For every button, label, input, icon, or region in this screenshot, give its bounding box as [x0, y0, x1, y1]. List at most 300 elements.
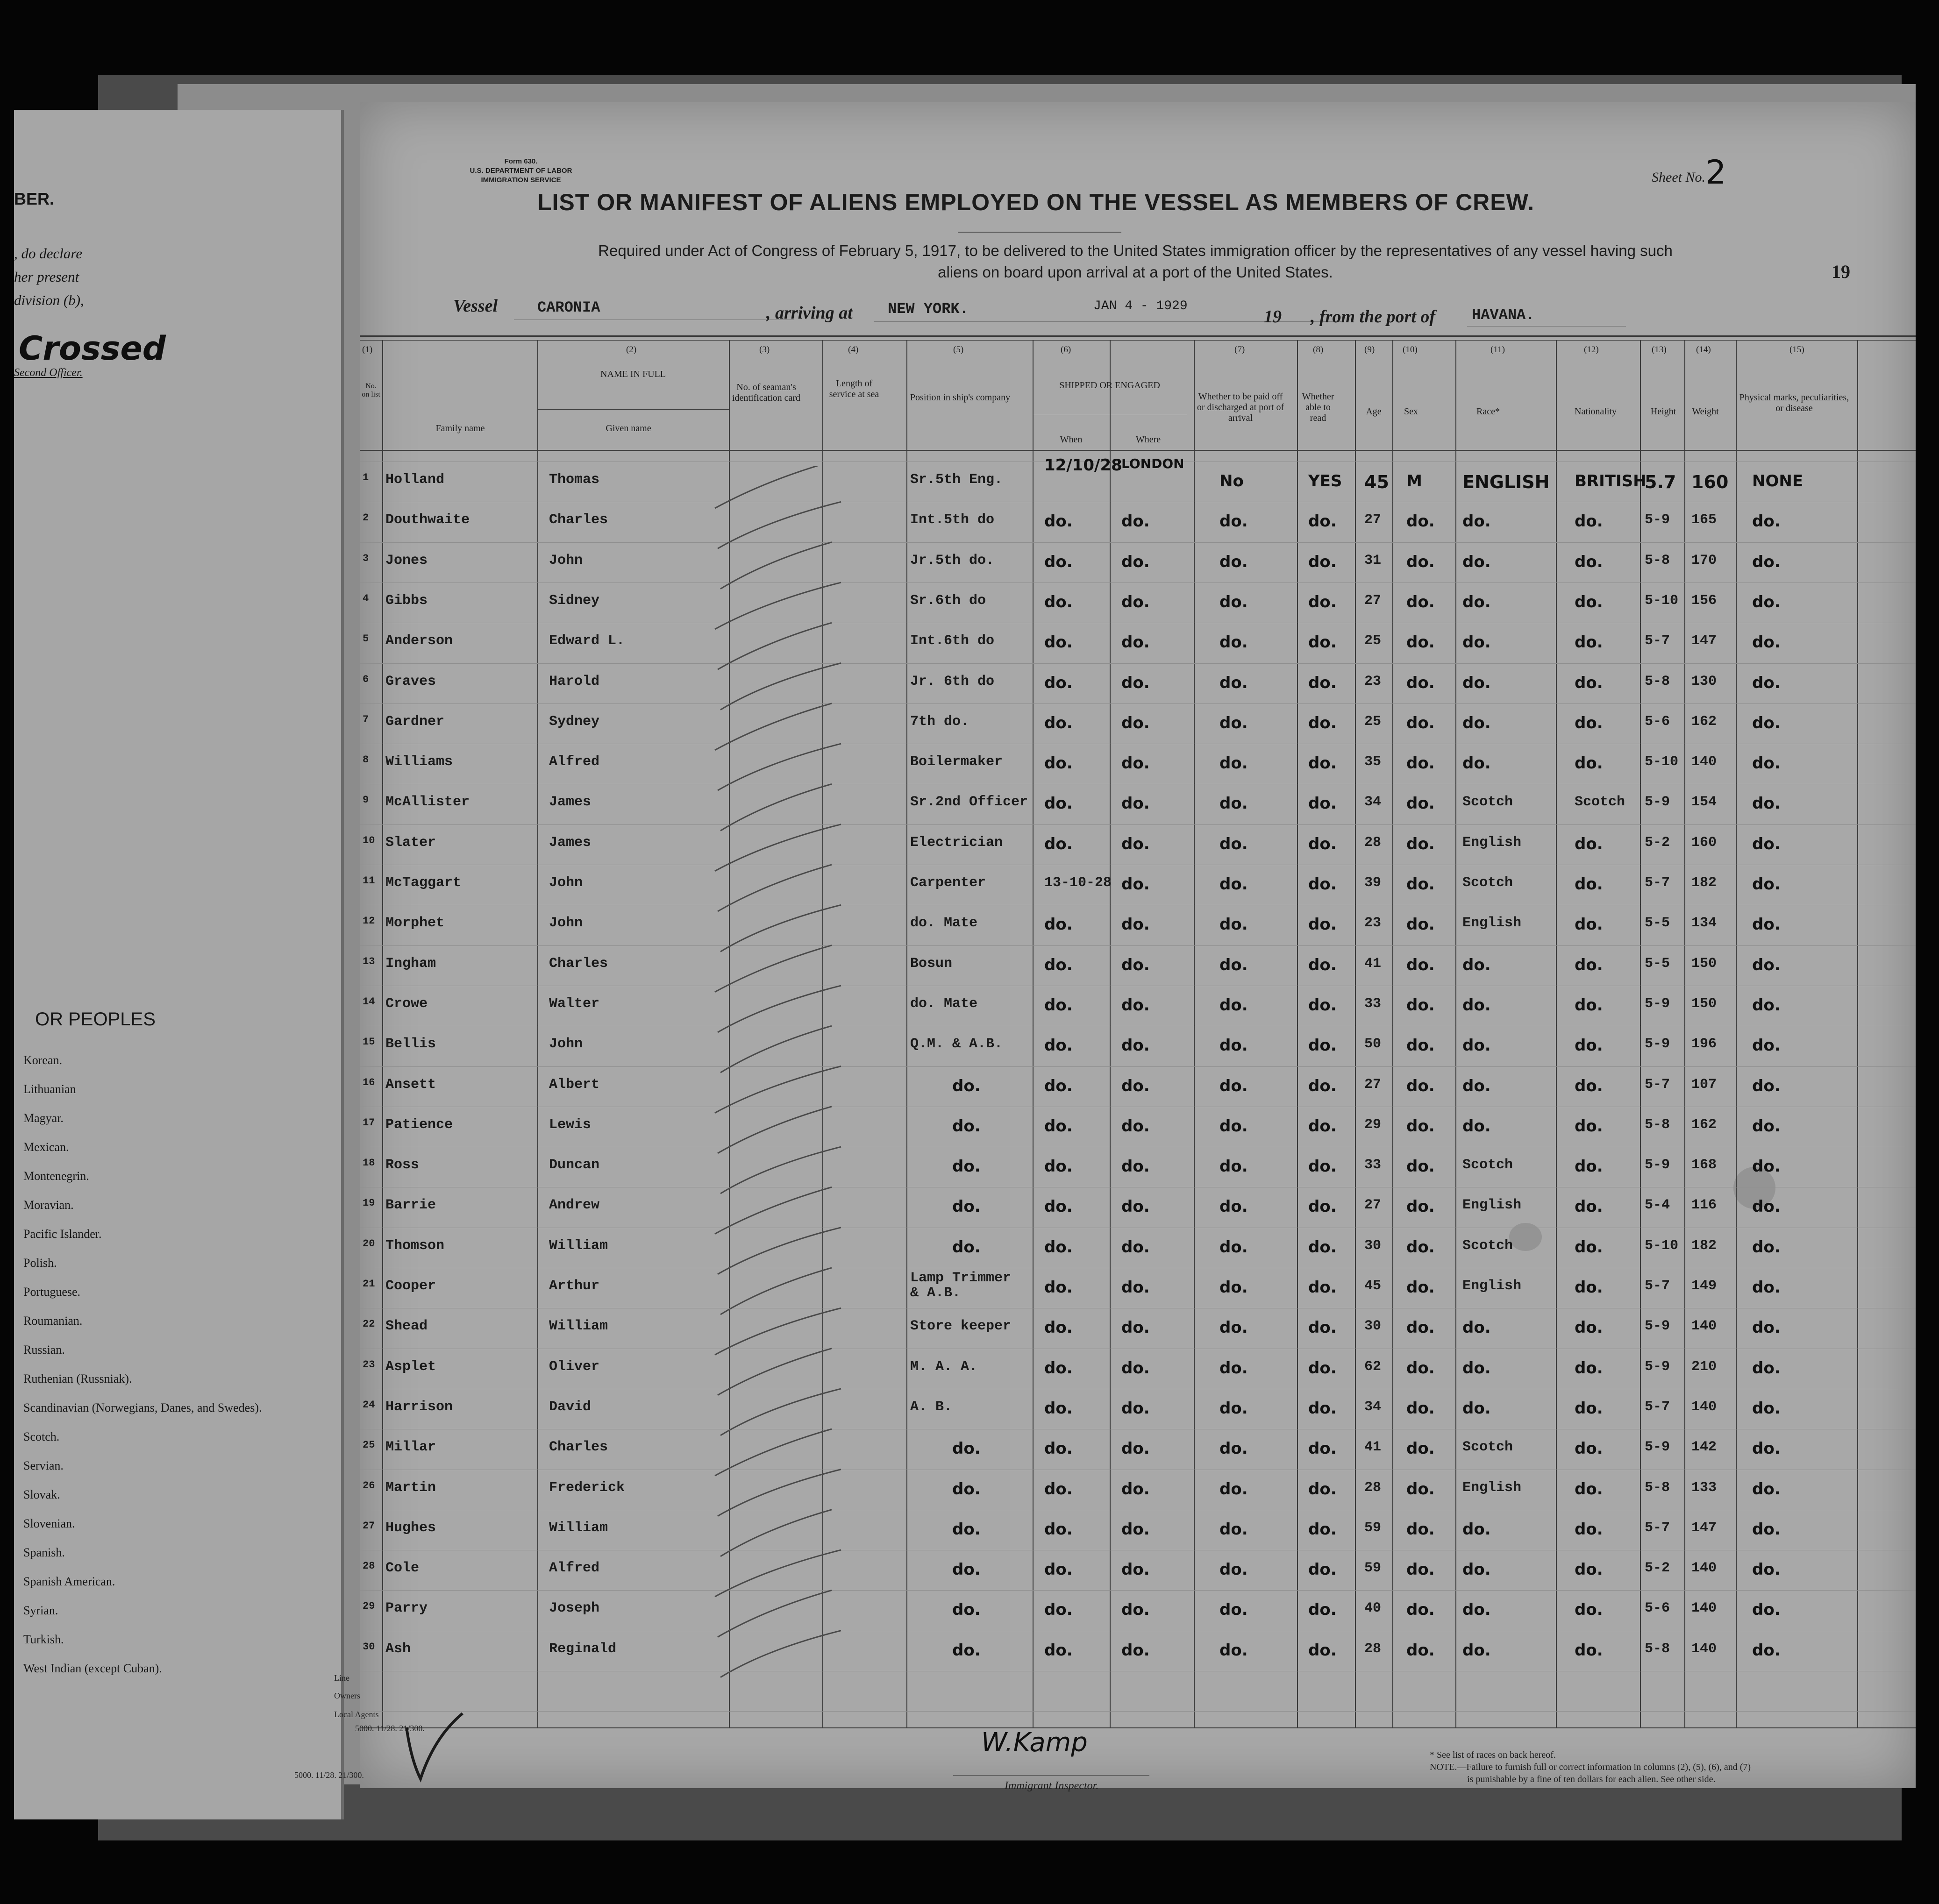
stub-line-label: Line — [334, 1673, 349, 1683]
cell-family: Gardner — [385, 714, 445, 730]
cell-given: Sydney — [549, 714, 600, 730]
cell-race: Scotch — [1462, 1238, 1513, 1254]
tick-mark — [718, 502, 841, 548]
cell-no: 9 — [363, 794, 369, 806]
cell-height: 5-8 — [1645, 1117, 1670, 1133]
cell-marks: do. — [1752, 1480, 1781, 1499]
row-rule — [360, 824, 1916, 825]
tick-mark — [720, 905, 841, 952]
cell-weight: 165 — [1691, 512, 1717, 528]
cell-age: 25 — [1364, 714, 1382, 730]
cell-paid-off: do. — [1219, 996, 1248, 1015]
cell-given: John — [549, 915, 583, 931]
cell-position: M. A. A. — [910, 1359, 978, 1375]
cell-race: do. — [1462, 1117, 1491, 1136]
cell-sex: do. — [1406, 1238, 1435, 1257]
column-number: (12) — [1584, 345, 1599, 355]
cell-weight: 140 — [1691, 1399, 1717, 1415]
cell-age: 29 — [1364, 1117, 1382, 1133]
cell-age: 45 — [1364, 1278, 1382, 1294]
cell-position: Bosun — [910, 956, 953, 972]
column-rule — [1355, 340, 1356, 1727]
cell-sex: do. — [1406, 996, 1435, 1015]
cell-sex: do. — [1406, 1117, 1435, 1136]
cell-nationality: do. — [1575, 593, 1603, 611]
cell-read: do. — [1308, 1157, 1337, 1176]
cell-age: 41 — [1364, 956, 1382, 972]
cell-height: 5-4 — [1645, 1197, 1670, 1213]
cell-given: John — [549, 1036, 583, 1052]
cell-paid-off: do. — [1219, 1439, 1248, 1458]
header-height: Height — [1650, 406, 1676, 417]
cell-weight: 116 — [1691, 1197, 1717, 1213]
cell-paid-off: do. — [1219, 1600, 1248, 1619]
cell-position: Electrician — [910, 835, 1003, 851]
tick-mark — [720, 542, 832, 589]
cell-paid-off: do. — [1219, 714, 1248, 732]
cell-position: Int.5th do — [910, 512, 995, 528]
title-rule — [958, 232, 1121, 233]
cell-when: do. — [1044, 1641, 1073, 1660]
cell-weight: 210 — [1691, 1359, 1717, 1375]
header-no-on-list: No. on list — [362, 382, 380, 398]
cell-marks: do. — [1752, 1520, 1781, 1539]
header-length-service: Length of service at sea — [829, 378, 879, 399]
peoples-list-item: Slovak. — [23, 1488, 60, 1501]
cell-no: 30 — [363, 1641, 375, 1653]
cell-nationality: do. — [1575, 633, 1603, 652]
cell-no: 15 — [363, 1036, 375, 1048]
cell-no: 20 — [363, 1238, 375, 1250]
cell-family: Ash — [385, 1641, 411, 1657]
cell-race: do. — [1462, 956, 1491, 974]
cell-marks: do. — [1752, 1157, 1781, 1176]
cell-position: Jr. 6th do — [910, 674, 995, 689]
cell-nationality: do. — [1575, 1318, 1603, 1337]
cell-paid-off: do. — [1219, 875, 1248, 894]
cell-height: 5-5 — [1645, 956, 1670, 972]
cell-paid-off: do. — [1219, 1359, 1248, 1378]
cell-sex: do. — [1406, 1036, 1435, 1055]
cell-marks: do. — [1752, 1560, 1781, 1579]
cell-paid-off: do. — [1219, 593, 1248, 611]
cell-age: 25 — [1364, 633, 1382, 649]
cell-height: 5.7 — [1645, 472, 1676, 492]
cell-height: 5-7 — [1645, 875, 1670, 891]
tick-mark — [715, 466, 832, 508]
left-header-fragment: her present — [14, 269, 79, 285]
cell-no: 29 — [363, 1600, 375, 1612]
cell-position: do. — [952, 1439, 981, 1458]
cell-height: 5-7 — [1645, 1520, 1670, 1536]
tick-mark — [718, 865, 832, 911]
cell-sex: do. — [1406, 794, 1435, 813]
header-shipped: SHIPPED OR ENGAGED — [1059, 380, 1160, 391]
cell-family: Ingham — [385, 956, 436, 972]
cell-weight: 140 — [1691, 1641, 1717, 1657]
cell-height: 5-9 — [1645, 1036, 1670, 1052]
cell-read: do. — [1308, 553, 1337, 571]
cell-height: 5-9 — [1645, 996, 1670, 1012]
cell-no: 12 — [363, 915, 375, 927]
cell-paid-off: do. — [1219, 1036, 1248, 1055]
cell-given: John — [549, 553, 583, 568]
cell-when: do. — [1044, 1238, 1073, 1257]
department-name: U.S. DEPARTMENT OF LABOR — [470, 167, 572, 175]
cell-paid-off: do. — [1219, 512, 1248, 531]
cell-no: 16 — [363, 1077, 375, 1088]
cell-age: 33 — [1364, 996, 1382, 1012]
peoples-list-item: Mexican. — [23, 1140, 69, 1154]
cell-nationality: do. — [1575, 1520, 1603, 1539]
column-number: (2) — [626, 345, 637, 355]
peoples-list-item: Pacific Islander. — [23, 1227, 102, 1241]
cell-when: do. — [1044, 1600, 1073, 1619]
cell-sex: do. — [1406, 633, 1435, 652]
cell-read: do. — [1308, 1560, 1337, 1579]
cell-paid-off: do. — [1219, 1117, 1248, 1136]
cell-nationality: do. — [1575, 996, 1603, 1015]
header-weight: Weight — [1692, 406, 1719, 417]
cell-position: do. — [952, 1600, 981, 1619]
cell-nationality: do. — [1575, 714, 1603, 732]
cell-age: 45 — [1364, 472, 1389, 492]
cell-where: do. — [1121, 754, 1150, 773]
cell-paid-off: do. — [1219, 1641, 1248, 1660]
cell-position: do. — [952, 1641, 981, 1660]
cell-height: 5-9 — [1645, 1318, 1670, 1334]
tick-mark — [718, 1349, 832, 1395]
cell-paid-off: do. — [1219, 1238, 1248, 1257]
cell-marks: do. — [1752, 1117, 1781, 1136]
column-number: (14) — [1696, 345, 1711, 355]
cell-read: do. — [1308, 956, 1337, 974]
cell-no: 19 — [363, 1197, 375, 1209]
cell-nationality: do. — [1575, 835, 1603, 853]
tick-mark — [720, 1389, 841, 1435]
cell-where: do. — [1121, 1278, 1150, 1297]
cell-when: do. — [1044, 1359, 1073, 1378]
cell-read: do. — [1308, 794, 1337, 813]
cell-marks: do. — [1752, 835, 1781, 853]
cell-given: William — [549, 1238, 608, 1254]
peoples-list-item: Spanish American. — [23, 1575, 115, 1588]
cell-where: do. — [1121, 1439, 1150, 1458]
cell-where: do. — [1121, 996, 1150, 1015]
cell-marks: NONE — [1752, 472, 1804, 490]
cell-nationality: do. — [1575, 956, 1603, 974]
cell-nationality: do. — [1575, 915, 1603, 934]
cell-race: do. — [1462, 754, 1491, 773]
cell-marks: do. — [1752, 1318, 1781, 1337]
cell-paid-off: No — [1219, 472, 1244, 490]
cell-marks: do. — [1752, 915, 1781, 934]
cell-weight: 147 — [1691, 1520, 1717, 1536]
cell-where: do. — [1121, 1600, 1150, 1619]
cell-sex: do. — [1406, 714, 1435, 732]
cell-given: Frederick — [549, 1480, 625, 1496]
cell-read: do. — [1308, 835, 1337, 853]
year-label: 19 — [1264, 307, 1282, 327]
tick-mark — [715, 1187, 832, 1234]
cell-age: 30 — [1364, 1318, 1382, 1334]
cell-when: do. — [1044, 956, 1073, 974]
cell-where: do. — [1121, 1520, 1150, 1539]
cell-weight: 160 — [1691, 835, 1717, 851]
tick-mark — [715, 945, 832, 992]
header-when: When — [1060, 434, 1083, 445]
stub-print-code: 5000. 11/28. 21/300. — [355, 1724, 425, 1733]
cell-nationality: do. — [1575, 1480, 1603, 1499]
cell-sex: do. — [1406, 1600, 1435, 1619]
column-rule — [1857, 340, 1858, 1727]
cell-no: 23 — [363, 1359, 375, 1371]
cell-read: do. — [1308, 1197, 1337, 1216]
peoples-list-item: Scandinavian (Norwegians, Danes, and Swedes). — [23, 1401, 262, 1414]
tick-mark — [720, 784, 832, 831]
peoples-title: OR PEOPLES — [35, 1009, 156, 1030]
cell-position: 7th do. — [910, 714, 970, 730]
cell-given: Harold — [549, 674, 600, 689]
peoples-list-item: Slovenian. — [23, 1517, 75, 1530]
cell-paid-off: do. — [1219, 674, 1248, 692]
cell-position: do. — [952, 1238, 981, 1257]
cell-read: do. — [1308, 512, 1337, 531]
left-header-fragment: division (b), — [14, 292, 84, 308]
cell-marks: do. — [1752, 1399, 1781, 1418]
cell-when: do. — [1044, 915, 1073, 934]
cell-nationality: do. — [1575, 1600, 1603, 1619]
cell-given: Arthur — [549, 1278, 600, 1294]
cell-race: English — [1462, 835, 1522, 851]
cell-when: do. — [1044, 754, 1073, 773]
cell-family: McTaggart — [385, 875, 462, 891]
tick-mark — [718, 744, 841, 790]
cell-height: 5-7 — [1645, 1278, 1670, 1294]
cell-paid-off: do. — [1219, 553, 1248, 571]
cell-no: 4 — [363, 593, 369, 604]
row-rule — [360, 1711, 1916, 1712]
tick-mark — [718, 986, 841, 1032]
cell-age: 39 — [1364, 875, 1382, 891]
cell-race: English — [1462, 1197, 1522, 1213]
peoples-list-item: Servian. — [23, 1459, 64, 1472]
cell-family: Shead — [385, 1318, 428, 1334]
cell-given: James — [549, 794, 592, 810]
cell-weight: 160 — [1691, 472, 1729, 492]
cell-height: 5-9 — [1645, 1439, 1670, 1455]
table-top-rule — [360, 340, 1916, 341]
cell-when: do. — [1044, 1036, 1073, 1055]
cell-given: Charles — [549, 1439, 608, 1455]
cell-nationality: do. — [1575, 875, 1603, 894]
subtitle-line: Required under Act of Congress of February 5, 1917, to be delivered to the United States immigration officer by the representatives of any vessel having such — [598, 242, 1673, 259]
header-bottom-rule — [360, 450, 1916, 451]
sheet-label: Sheet No. — [1652, 170, 1705, 185]
header-seaman-id: No. of seaman's identification card — [732, 382, 801, 403]
cell-family: Williams — [385, 754, 453, 770]
tick-mark — [715, 703, 832, 750]
cell-family: Bellis — [385, 1036, 436, 1052]
cell-race: do. — [1462, 633, 1491, 652]
stub-agents-label: Local Agents — [334, 1710, 379, 1719]
cell-no: 14 — [363, 996, 375, 1008]
column-rule — [1684, 340, 1685, 1727]
cell-no: 13 — [363, 956, 375, 967]
cell-age: 23 — [1364, 915, 1382, 931]
cell-family: Hughes — [385, 1520, 436, 1536]
cell-paid-off: do. — [1219, 1278, 1248, 1297]
cell-nationality: do. — [1575, 512, 1603, 531]
cell-age: 59 — [1364, 1560, 1382, 1576]
cell-weight: 182 — [1691, 875, 1717, 891]
cell-nationality: do. — [1575, 1399, 1603, 1418]
cell-race: do. — [1462, 996, 1491, 1015]
cell-where: do. — [1121, 1036, 1150, 1055]
cell-given: Charles — [549, 956, 608, 972]
cell-when: do. — [1044, 1278, 1073, 1297]
cell-weight: 150 — [1691, 956, 1717, 972]
tick-mark — [720, 1026, 832, 1073]
cell-family: Gibbs — [385, 593, 428, 609]
cell-sex: do. — [1406, 1197, 1435, 1216]
cell-where: do. — [1121, 1641, 1150, 1660]
cell-given: Charles — [549, 512, 608, 528]
header-where: Where — [1135, 434, 1161, 445]
cell-height: 5-6 — [1645, 714, 1670, 730]
cell-nationality: BRITISH — [1575, 472, 1647, 490]
vessel-label: Vessel — [453, 296, 498, 316]
row-rule — [360, 1066, 1916, 1067]
arriving-label: , arriving at — [766, 303, 853, 323]
cell-weight: 154 — [1691, 794, 1717, 810]
cell-where: do. — [1121, 1117, 1150, 1136]
peoples-list-item: Syrian. — [23, 1604, 58, 1617]
cell-read: do. — [1308, 1439, 1337, 1458]
table-bottom-rule — [360, 1727, 1916, 1728]
header-age: Age — [1366, 406, 1382, 417]
cell-no: 7 — [363, 714, 369, 725]
manifest-title: LIST OR MANIFEST OF ALIENS EMPLOYED ON THE VESSEL AS MEMBERS OF CREW. — [537, 189, 1534, 215]
tick-mark — [718, 1590, 832, 1637]
column-rule — [1556, 340, 1557, 1727]
header-paid-off: Whether to be paid off or discharged at port of arrival — [1197, 391, 1284, 423]
cell-sex: do. — [1406, 1520, 1435, 1539]
cell-when: do. — [1044, 794, 1073, 813]
cell-weight: 150 — [1691, 996, 1717, 1012]
cell-race: do. — [1462, 593, 1491, 611]
cell-height: 5-7 — [1645, 1077, 1670, 1093]
left-header-fragment: BER. — [14, 189, 55, 208]
inspector-signature-line — [953, 1775, 1149, 1776]
cell-sex: do. — [1406, 512, 1435, 531]
cell-no: 25 — [363, 1439, 375, 1451]
cell-read: do. — [1308, 996, 1337, 1015]
cell-weight: 134 — [1691, 915, 1717, 931]
arrival-date: JAN 4 - 1929 — [1093, 299, 1188, 313]
cell-nationality: do. — [1575, 1641, 1603, 1660]
cell-family: Jones — [385, 553, 428, 568]
cell-no: 28 — [363, 1560, 375, 1572]
cell-age: 34 — [1364, 794, 1382, 810]
cell-read: do. — [1308, 1036, 1337, 1055]
cell-when: do. — [1044, 1117, 1073, 1136]
cell-given: Alfred — [549, 1560, 600, 1576]
manifest-page — [360, 102, 1916, 1792]
cell-position: do. — [952, 1157, 981, 1176]
cell-marks: do. — [1752, 512, 1781, 531]
cell-family: Ross — [385, 1157, 420, 1173]
cell-age: 41 — [1364, 1439, 1382, 1455]
tick-mark — [720, 1147, 841, 1194]
cell-nationality: do. — [1575, 1117, 1603, 1136]
footnote-note: NOTE.—Failure to furnish full or correct information in columns (2), (5), (6), and (7) — [1430, 1762, 1751, 1772]
cell-given: Oliver — [549, 1359, 600, 1375]
cell-nationality: do. — [1575, 553, 1603, 571]
cell-paid-off: do. — [1219, 956, 1248, 974]
cell-position: A. B. — [910, 1399, 953, 1415]
cell-age: 30 — [1364, 1238, 1382, 1254]
column-rule — [1455, 340, 1456, 1727]
cell-family: Douthwaite — [385, 512, 470, 528]
cell-no: 5 — [363, 633, 369, 645]
cell-paid-off: do. — [1219, 1197, 1248, 1216]
cell-where: do. — [1121, 633, 1150, 652]
cell-race: English — [1462, 915, 1522, 931]
cell-family: Asplet — [385, 1359, 436, 1375]
cell-height: 5-10 — [1645, 593, 1679, 609]
cell-marks: do. — [1752, 875, 1781, 894]
cell-read: do. — [1308, 1399, 1337, 1418]
cell-height: 5-9 — [1645, 1157, 1670, 1173]
cell-marks: do. — [1752, 674, 1781, 692]
cell-position: Jr.5th do. — [910, 553, 995, 568]
tick-mark — [715, 1308, 841, 1355]
cell-weight: 133 — [1691, 1480, 1717, 1496]
cell-read: do. — [1308, 1480, 1337, 1499]
inspector-label: Immigrant Inspector. — [1005, 1780, 1099, 1792]
cell-height: 5-2 — [1645, 1560, 1670, 1576]
column-rule — [906, 340, 907, 1727]
peoples-list-item: Polish. — [23, 1256, 57, 1270]
cell-read: do. — [1308, 1238, 1337, 1257]
cell-height: 5-10 — [1645, 754, 1679, 770]
header-able-read: Whether able to read — [1302, 391, 1334, 423]
cell-given: Walter — [549, 996, 600, 1012]
tick-mark — [720, 663, 841, 710]
cell-given: David — [549, 1399, 592, 1415]
cell-marks: do. — [1752, 714, 1781, 732]
cell-nationality: do. — [1575, 1560, 1603, 1579]
cell-family: Patience — [385, 1117, 453, 1133]
cell-family: Cooper — [385, 1278, 436, 1294]
column-rule — [1033, 340, 1034, 1727]
cell-position: do. Mate — [910, 996, 978, 1012]
cell-weight: 147 — [1691, 633, 1717, 649]
row-rule — [360, 663, 1916, 664]
cell-when: do. — [1044, 1318, 1073, 1337]
cell-given: Albert — [549, 1077, 600, 1093]
cell-given: William — [549, 1520, 608, 1536]
cell-family: Cole — [385, 1560, 420, 1576]
page-stamp: 19 — [1832, 261, 1850, 282]
peoples-list-item: Moravian. — [23, 1198, 74, 1212]
cell-family: Holland — [385, 472, 445, 488]
cell-age: 59 — [1364, 1520, 1382, 1536]
table-top-rule — [360, 335, 1916, 337]
column-number: (1) — [362, 345, 373, 355]
cell-race: Scotch — [1462, 1439, 1513, 1455]
